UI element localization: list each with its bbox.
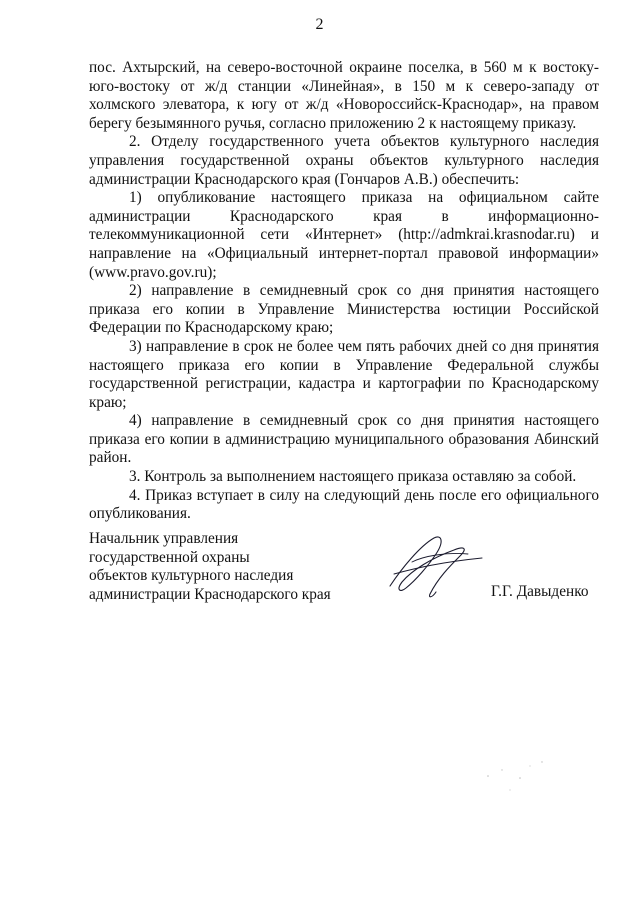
paragraph-2: 2. Отделу государственного учета объектов культурного наследия управления государственной охраны объектов культурного наследия администрации Краснодарского края (Гончаров А.В.) обеспечить: [89,133,599,188]
document-body [89,59,599,524]
paragraph-1: пос. Ахтырский, на северо-восточной окраине поселка, в 560 м к востоку-юго-востоку от ж/д станции «Линейная», в 150 м к северо-западу от холмского элеватора, к югу от ж/д «Новороссийск-Краснодар», на правом берегу безымянного ручья, согласно приложению 2 к настоящему приказу. [89,59,599,132]
paragraph-8: 4. Приказ вступает в силу на следующий день после его официального опубликования. [89,486,599,523]
signer-name: Г.Г. Давыденко [491,583,589,600]
position-line-4: администрации Краснодарского края [89,585,331,603]
signatory-position [89,530,331,604]
page-number: 2 [315,16,324,33]
handwritten-signature [372,528,492,608]
paragraph-7: 3. Контроль за выполнением настоящего приказа оставляю за собой. [129,468,577,486]
scan-specks [480,758,550,798]
position-line-3: объектов культурного наследия [89,567,294,585]
position-line-1: Начальник управления [89,530,239,547]
paragraph-5: 3) направление в срок не более чем пять рабочих дней со дня принятия настоящего приказа его копии в Управление Федеральной службы государственной регистрации, кадастра и картографии по Краснодарскому краю; [89,337,599,411]
paragraph-4: 2) направление в семидневный срок со дня принятия настоящего приказа его копии в Управление Министерства юстиции Российской Федерации по Краснодарскому краю; [89,282,599,337]
position-line-2: государственной охраны [89,548,250,566]
paragraph-6: 4) направление в семидневный срок со дня принятия настоящего приказа его копии в администрацию муниципального образования Абинский район. [89,412,599,467]
paragraph-3: 1) опубликование настоящего приказа на официальном сайте администрации Краснодарского края в информационно-телекоммуникационной сети «Интернет» (http://admkrai.krasnodar.ru) и направление на «Официальный интернет-портал правовой информации» (www.pravo.gov.ru); [89,189,599,281]
